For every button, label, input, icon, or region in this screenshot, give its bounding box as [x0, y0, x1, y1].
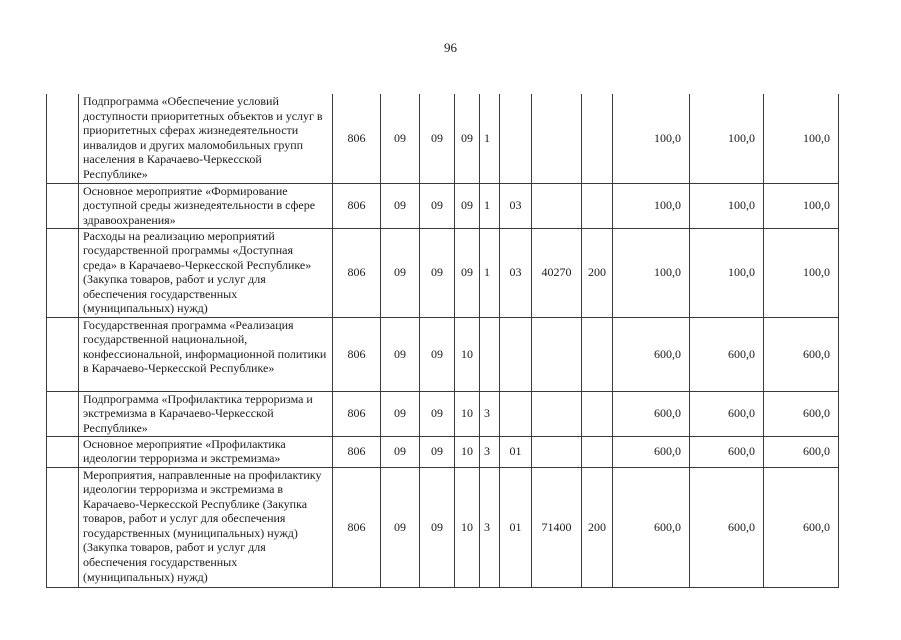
subsection-code-cell: 09 [420, 317, 455, 391]
sum-year-3-cell: 100,0 [764, 228, 839, 317]
sum-year-1-cell: 600,0 [613, 317, 690, 391]
sum-year-3-cell: 600,0 [764, 317, 839, 391]
sum-year-1-cell: 600,0 [613, 391, 690, 436]
subprogram-code-cell: 1 [480, 183, 500, 228]
table-row [47, 228, 839, 317]
item-name-cell: Основное мероприятие «Формирование доступной среды жизнедеятельности в сфере здравоохранения» [79, 183, 333, 228]
sum-year-2-cell: 100,0 [690, 228, 764, 317]
expense-type-cell: 200 [582, 228, 613, 317]
budget-table [46, 94, 839, 588]
item-name-cell: Мероприятия, направленные на профилактику идеологии терроризма и экстремизма в Карачаево-Черкесской Республике (Закупка товаров, работ и услуг для обеспечения государственных (муниципальных) нужд) (Закупка товаров, работ и услуг для обеспечения государственных (муниципальных) нужд) [79, 467, 333, 587]
expense-type-cell [582, 317, 613, 391]
budget-table-body [47, 94, 839, 587]
ministry-code-cell: 806 [333, 467, 381, 587]
item-name-cell: Основное мероприятие «Профилактика идеологии терроризма и экстремизма» [79, 436, 333, 467]
section-code-cell: 09 [381, 317, 420, 391]
sum-year-1-cell: 100,0 [613, 228, 690, 317]
table-row [47, 94, 839, 183]
subsection-code-cell: 09 [420, 183, 455, 228]
item-name-cell: Подпрограмма «Профилактика терроризма и экстремизма в Карачаево-Черкесской Республике» [79, 391, 333, 436]
table-row [47, 436, 839, 467]
expense-type-cell [582, 183, 613, 228]
subprogram-code-cell: 3 [480, 436, 500, 467]
sum-year-2-cell: 600,0 [690, 317, 764, 391]
item-name-cell: Расходы на реализацию мероприятий государственной программы «Доступная среда» в Карачаево-Черкесской Республике» (Закупка товаров, работ и услуг для обеспечения государственных (муниципальных) нужд) [79, 228, 333, 317]
section-code-cell: 09 [381, 391, 420, 436]
sum-year-3-cell: 100,0 [764, 94, 839, 183]
sum-year-1-cell: 100,0 [613, 94, 690, 183]
expense-type-cell [582, 94, 613, 183]
ministry-code-cell: 806 [333, 94, 381, 183]
sum-year-3-cell: 600,0 [764, 391, 839, 436]
ministry-code-cell: 806 [333, 228, 381, 317]
expense-type-cell: 200 [582, 467, 613, 587]
sum-year-2-cell: 100,0 [690, 94, 764, 183]
subprogram-code-cell: 1 [480, 228, 500, 317]
sum-year-3-cell: 100,0 [764, 183, 839, 228]
ministry-code-cell: 806 [333, 317, 381, 391]
ministry-code-cell: 806 [333, 183, 381, 228]
program-code-cell: 10 [455, 317, 480, 391]
blank-cell [47, 436, 79, 467]
event-code-cell: 01 [500, 467, 532, 587]
expense-type-cell [582, 391, 613, 436]
sum-year-2-cell: 600,0 [690, 467, 764, 587]
program-code-cell: 10 [455, 391, 480, 436]
table-row [47, 467, 839, 587]
program-code-cell: 09 [455, 183, 480, 228]
direction-code-cell [532, 183, 582, 228]
blank-cell [47, 228, 79, 317]
subsection-code-cell: 09 [420, 94, 455, 183]
subprogram-code-cell [480, 317, 500, 391]
table-row [47, 317, 839, 391]
section-code-cell: 09 [381, 436, 420, 467]
section-code-cell: 09 [381, 467, 420, 587]
blank-cell [47, 94, 79, 183]
sum-year-1-cell: 600,0 [613, 436, 690, 467]
blank-cell [47, 317, 79, 391]
event-code-cell: 01 [500, 436, 532, 467]
event-code-cell: 03 [500, 228, 532, 317]
event-code-cell [500, 391, 532, 436]
ministry-code-cell: 806 [333, 391, 381, 436]
page-number: 96 [444, 40, 457, 55]
event-code-cell [500, 317, 532, 391]
sum-year-2-cell: 600,0 [690, 436, 764, 467]
section-code-cell: 09 [381, 94, 420, 183]
blank-cell [47, 467, 79, 587]
item-name-cell: Государственная программа «Реализация государственной национальной, конфессиональной, информационной политики в Карачаево-Черкесской Республике» [79, 317, 333, 391]
subsection-code-cell: 09 [420, 228, 455, 317]
direction-code-cell [532, 391, 582, 436]
sum-year-1-cell: 600,0 [613, 467, 690, 587]
subsection-code-cell: 09 [420, 391, 455, 436]
item-name-cell: Подпрограмма «Обеспечение условий доступности приоритетных объектов и услуг в приоритетных сферах жизнедеятельности инвалидов и других маломобильных групп населения в Карачаево-Черкесской Республике» [79, 94, 333, 183]
expense-type-cell [582, 436, 613, 467]
event-code-cell: 03 [500, 183, 532, 228]
direction-code-cell: 40270 [532, 228, 582, 317]
sum-year-2-cell: 600,0 [690, 391, 764, 436]
program-code-cell: 09 [455, 94, 480, 183]
sum-year-1-cell: 100,0 [613, 183, 690, 228]
sum-year-3-cell: 600,0 [764, 436, 839, 467]
subsection-code-cell: 09 [420, 436, 455, 467]
direction-code-cell: 71400 [532, 467, 582, 587]
subprogram-code-cell: 3 [480, 467, 500, 587]
blank-cell [47, 391, 79, 436]
sum-year-3-cell: 600,0 [764, 467, 839, 587]
table-row [47, 183, 839, 228]
ministry-code-cell: 806 [333, 436, 381, 467]
subprogram-code-cell: 1 [480, 94, 500, 183]
program-code-cell: 10 [455, 436, 480, 467]
direction-code-cell [532, 94, 582, 183]
direction-code-cell [532, 436, 582, 467]
sum-year-2-cell: 100,0 [690, 183, 764, 228]
section-code-cell: 09 [381, 183, 420, 228]
subsection-code-cell: 09 [420, 467, 455, 587]
blank-cell [47, 183, 79, 228]
program-code-cell: 10 [455, 467, 480, 587]
direction-code-cell [532, 317, 582, 391]
program-code-cell: 09 [455, 228, 480, 317]
table-row [47, 391, 839, 436]
section-code-cell: 09 [381, 228, 420, 317]
subprogram-code-cell: 3 [480, 391, 500, 436]
event-code-cell [500, 94, 532, 183]
